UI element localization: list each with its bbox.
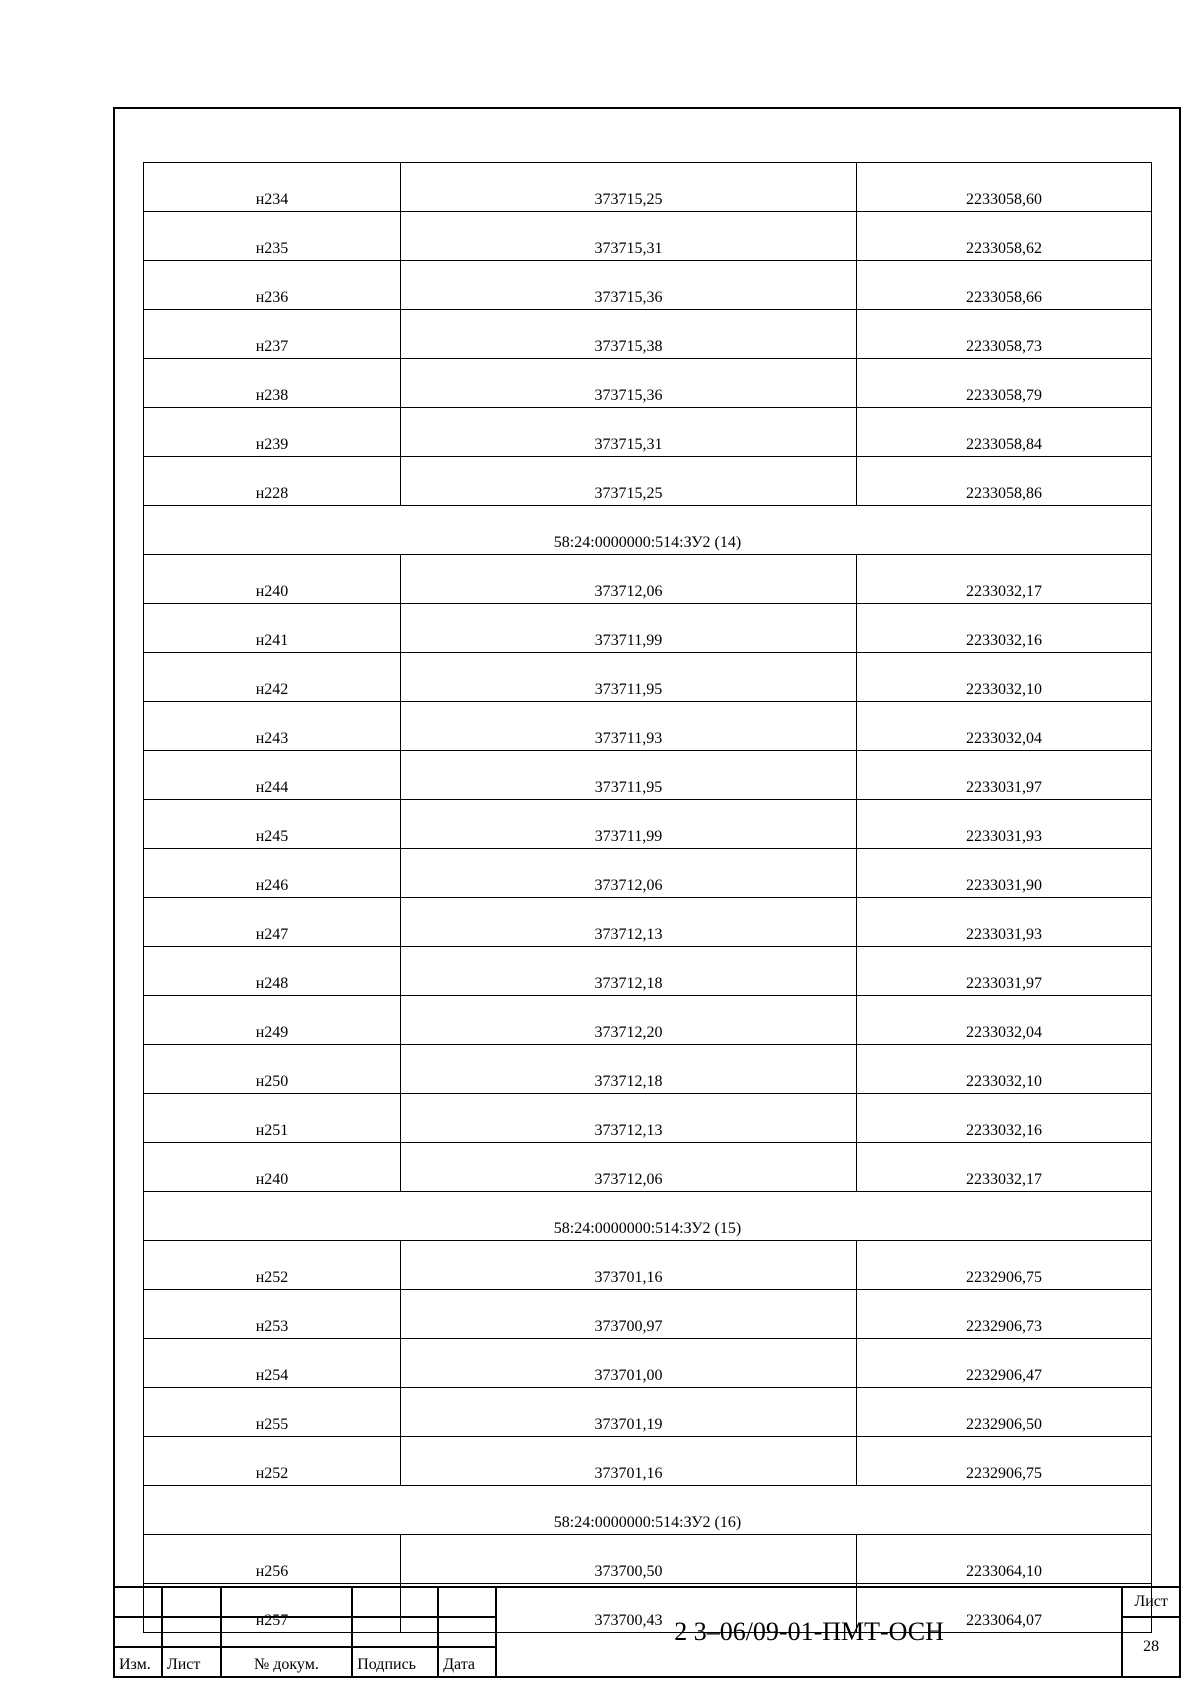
x-coordinate: 373715,36 [401, 261, 857, 310]
parcel-id: 58:24:0000000:514:ЗУ2 (16) [144, 1486, 1152, 1535]
table-row [144, 653, 1152, 702]
table-row [144, 163, 1152, 212]
table-row [144, 212, 1152, 261]
table-row [144, 408, 1152, 457]
x-coordinate: 373711,99 [401, 604, 857, 653]
x-coordinate: 373715,31 [401, 408, 857, 457]
point-name: н247 [144, 898, 401, 947]
table-row [144, 751, 1152, 800]
title-block-cell [162, 1587, 221, 1617]
table-row [144, 947, 1152, 996]
title-block-cell [114, 1617, 162, 1647]
x-coordinate: 373711,95 [401, 653, 857, 702]
y-coordinate: 2233032,17 [857, 555, 1152, 604]
table-row [144, 604, 1152, 653]
point-name: н234 [144, 163, 401, 212]
y-coordinate: 2232906,50 [857, 1388, 1152, 1437]
table-row [144, 261, 1152, 310]
y-coordinate: 2233058,84 [857, 408, 1152, 457]
table-row [144, 1535, 1152, 1584]
point-name: н240 [144, 555, 401, 604]
y-coordinate: 2233031,97 [857, 751, 1152, 800]
point-name: н240 [144, 1143, 401, 1192]
x-coordinate: 373701,00 [401, 1339, 857, 1388]
point-name: н256 [144, 1535, 401, 1584]
y-coordinate: 2233058,62 [857, 212, 1152, 261]
x-coordinate: 373711,99 [401, 800, 857, 849]
point-name: н246 [144, 849, 401, 898]
table-row [144, 800, 1152, 849]
y-coordinate: 2233032,17 [857, 1143, 1152, 1192]
table-row [144, 457, 1152, 506]
parcel-id: 58:24:0000000:514:ЗУ2 (14) [144, 506, 1152, 555]
x-coordinate: 373700,43 [401, 1584, 857, 1633]
table-row [144, 702, 1152, 751]
y-coordinate: 2233031,97 [857, 947, 1152, 996]
group-header-row [144, 1192, 1152, 1241]
table-row [144, 1437, 1152, 1486]
point-name: н244 [144, 751, 401, 800]
title-block-cell [221, 1587, 353, 1617]
header-signature: Подпись [352, 1647, 438, 1677]
table-row [144, 1045, 1152, 1094]
x-coordinate: 373701,16 [401, 1241, 857, 1290]
point-name: н239 [144, 408, 401, 457]
table-row [144, 555, 1152, 604]
y-coordinate: 2233031,93 [857, 898, 1152, 947]
title-block-cell [438, 1617, 496, 1647]
table-row [144, 1290, 1152, 1339]
y-coordinate: 2232906,75 [857, 1437, 1152, 1486]
point-name: н250 [144, 1045, 401, 1094]
point-name: н255 [144, 1388, 401, 1437]
point-name: н236 [144, 261, 401, 310]
point-name: н249 [144, 996, 401, 1045]
title-block-cell [114, 1587, 162, 1617]
x-coordinate: 373712,06 [401, 555, 857, 604]
y-coordinate: 2233058,73 [857, 310, 1152, 359]
title-block-cell [221, 1617, 353, 1647]
header-sheet: Лист [162, 1647, 221, 1677]
group-header-row [144, 506, 1152, 555]
y-coordinate: 2233032,10 [857, 653, 1152, 702]
title-block-cell [162, 1617, 221, 1647]
y-coordinate: 2232906,73 [857, 1290, 1152, 1339]
table-row [144, 849, 1152, 898]
point-name: н252 [144, 1241, 401, 1290]
point-name: н248 [144, 947, 401, 996]
y-coordinate: 2233064,07 [857, 1584, 1152, 1633]
group-header-row [144, 1486, 1152, 1535]
x-coordinate: 373712,06 [401, 849, 857, 898]
x-coordinate: 373712,13 [401, 898, 857, 947]
y-coordinate: 2233058,60 [857, 163, 1152, 212]
x-coordinate: 373715,25 [401, 457, 857, 506]
y-coordinate: 2233058,66 [857, 261, 1152, 310]
title-block-cell [352, 1617, 438, 1647]
point-name: н228 [144, 457, 401, 506]
x-coordinate: 373711,95 [401, 751, 857, 800]
sheet-number: 28 [1122, 1617, 1180, 1677]
title-block-cell [438, 1587, 496, 1617]
x-coordinate: 373712,06 [401, 1143, 857, 1192]
y-coordinate: 2233064,10 [857, 1535, 1152, 1584]
y-coordinate: 2233032,04 [857, 702, 1152, 751]
coordinates-table [143, 162, 1152, 1633]
y-coordinate: 2233032,04 [857, 996, 1152, 1045]
x-coordinate: 373712,18 [401, 1045, 857, 1094]
title-block [113, 1586, 1181, 1678]
table-row [144, 1094, 1152, 1143]
table-row [144, 1241, 1152, 1290]
point-name: н242 [144, 653, 401, 702]
x-coordinate: 373715,31 [401, 212, 857, 261]
x-coordinate: 373700,50 [401, 1535, 857, 1584]
y-coordinate: 2233058,86 [857, 457, 1152, 506]
y-coordinate: 2233032,10 [857, 1045, 1152, 1094]
point-name: н241 [144, 604, 401, 653]
point-name: н238 [144, 359, 401, 408]
document-code: 2 3–06/09-01-ПМТ-ОСН [496, 1587, 1123, 1677]
table-row [144, 1339, 1152, 1388]
point-name: н245 [144, 800, 401, 849]
parcel-id: 58:24:0000000:514:ЗУ2 (15) [144, 1192, 1152, 1241]
y-coordinate: 2232906,47 [857, 1339, 1152, 1388]
title-block-cell [352, 1587, 438, 1617]
point-name: н243 [144, 702, 401, 751]
y-coordinate: 2232906,75 [857, 1241, 1152, 1290]
y-coordinate: 2233031,90 [857, 849, 1152, 898]
point-name: н252 [144, 1437, 401, 1486]
point-name: н257 [144, 1584, 401, 1633]
x-coordinate: 373715,36 [401, 359, 857, 408]
table-row [144, 359, 1152, 408]
table-row [144, 310, 1152, 359]
table-row [144, 898, 1152, 947]
point-name: н254 [144, 1339, 401, 1388]
header-date: Дата [438, 1647, 496, 1677]
x-coordinate: 373711,93 [401, 702, 857, 751]
x-coordinate: 373700,97 [401, 1290, 857, 1339]
y-coordinate: 2233058,79 [857, 359, 1152, 408]
x-coordinate: 373712,18 [401, 947, 857, 996]
point-name: н251 [144, 1094, 401, 1143]
header-doc-number: № докум. [221, 1647, 353, 1677]
point-name: н237 [144, 310, 401, 359]
point-name: н253 [144, 1290, 401, 1339]
x-coordinate: 373715,38 [401, 310, 857, 359]
x-coordinate: 373712,13 [401, 1094, 857, 1143]
x-coordinate: 373712,20 [401, 996, 857, 1045]
x-coordinate: 373701,19 [401, 1388, 857, 1437]
header-change: Изм. [114, 1647, 162, 1677]
y-coordinate: 2233032,16 [857, 604, 1152, 653]
coordinates-table-body [144, 163, 1152, 1633]
table-row [144, 996, 1152, 1045]
table-row [144, 1143, 1152, 1192]
point-name: н235 [144, 212, 401, 261]
table-row [144, 1388, 1152, 1437]
sheet-label: Лист [1122, 1587, 1180, 1617]
y-coordinate: 2233032,16 [857, 1094, 1152, 1143]
x-coordinate: 373701,16 [401, 1437, 857, 1486]
y-coordinate: 2233031,93 [857, 800, 1152, 849]
x-coordinate: 373715,25 [401, 163, 857, 212]
